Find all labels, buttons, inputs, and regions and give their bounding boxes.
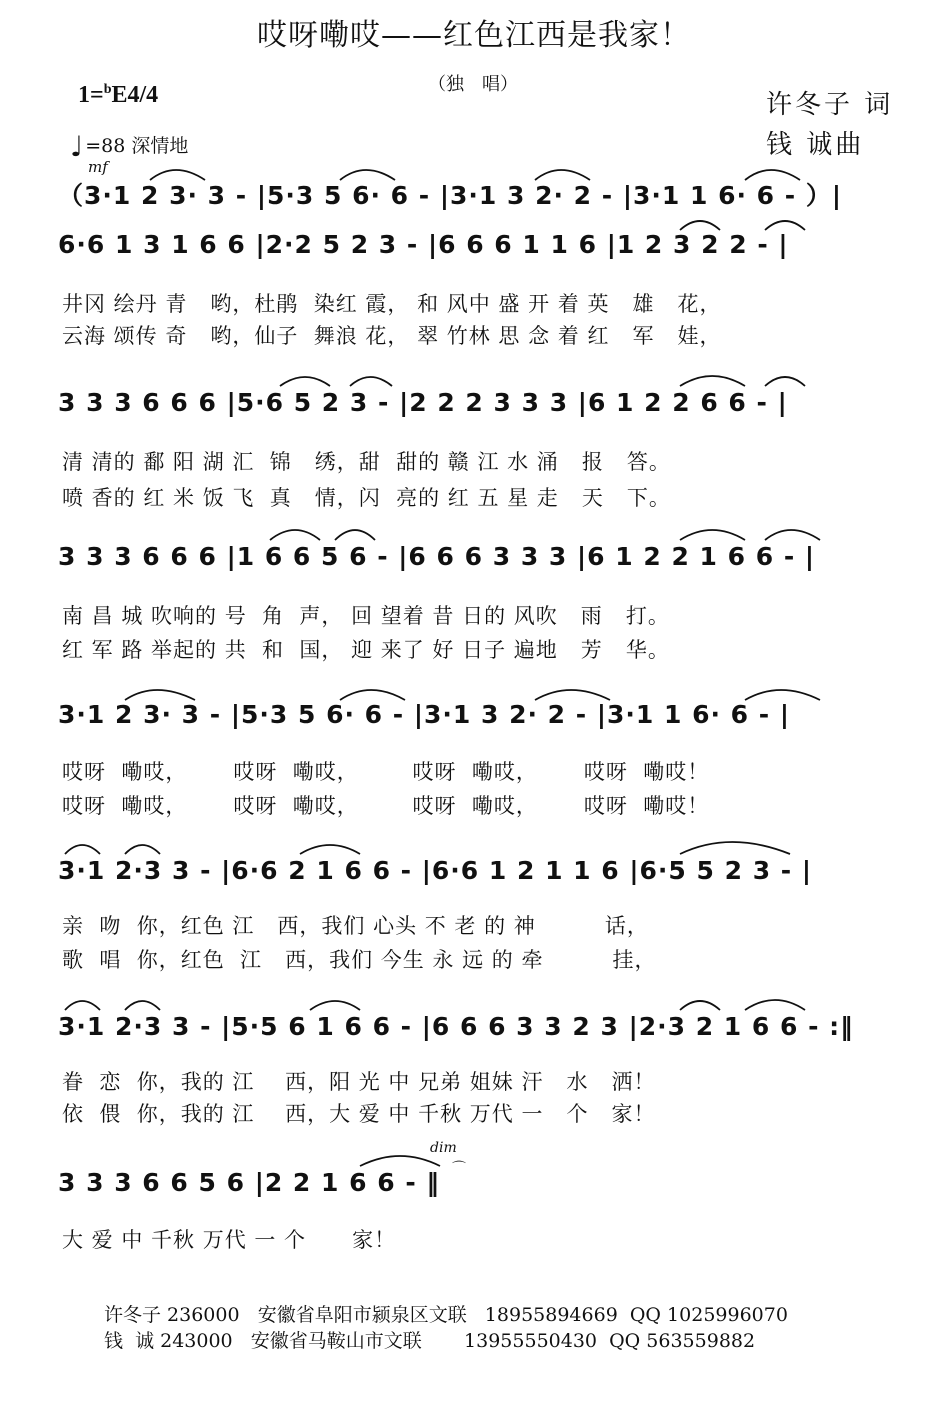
key-prefix: 1= <box>78 82 104 108</box>
score-line-intro: （3·1 2 3· 3 - |5·3 5 6· 6 - |3·1 3 2· 2 - |3·1 1 6· 6 - ）| <box>58 181 842 210</box>
performance-type: （独 唱） <box>428 74 518 95</box>
key-meter: E4/4 <box>111 82 159 108</box>
lyric-line-5-verse-1: 亲 吻 你，红色 江 西，我们 心头 不 老 的 神 话， <box>62 914 649 938</box>
slur <box>335 530 375 540</box>
lyric-line-2-verse-2: 喷 香的 红 米 饭 飞 真 情，闪 亮的 红 五 星 走 天 下。 <box>62 486 671 510</box>
quarter-note-icon: ♩ <box>70 130 84 163</box>
score-line-1: 6·6 1 3 1 6 6 |2·2 5 2 3 - |6 6 6 1 1 6 |1 2 3 2 2 - | <box>58 230 789 259</box>
slur <box>270 530 320 540</box>
credit-line-composer: 钱 诚 243000 安徽省马鞍山市文联 13955550430 QQ 563559882 <box>104 1330 756 1352</box>
lyric-line-7: 大 爱 中 千秋 万代 一 个 家！ <box>62 1228 397 1252</box>
slur <box>360 1156 440 1166</box>
credit-line-lyricist: 许冬子 236000 安徽省阜阳市颍泉区文联 18955894669 QQ 1025996070 <box>104 1304 788 1326</box>
slur <box>745 690 820 700</box>
score-line-3: 3 3 3 6 6 6 |1 6 6 5 6 - |6 6 6 3 3 3 |6 1 2 2 1 6 6 - | <box>58 542 816 571</box>
lyric-line-4-verse-1: 哎呀 嘞哎， 哎呀 嘞哎， 哎呀 嘞哎， 哎呀 嘞哎！ <box>62 760 710 784</box>
score-line-4: 3·1 2 3· 3 - |5·3 5 6· 6 - |3·1 3 2· 2 - |3·1 1 6· 6 - | <box>58 700 790 729</box>
score-line-7: 3 3 3 6 6 5 6 |2 2 1 6 6 - ‖ <box>58 1168 440 1197</box>
slur <box>680 376 745 386</box>
score-line-6: 3·1 2·3 3 - |5·5 6 1 6 6 - |6 6 6 3 3 2 3 |2·3 2 1 6 6 - :‖ <box>58 1012 854 1041</box>
lyric-line-1-verse-2: 云海 颂传 奇 哟，仙子 舞浪 花， 翠 竹林 思 念 着 红 军 娃， <box>62 324 722 348</box>
slur <box>765 377 805 386</box>
lyric-line-5-verse-2: 歌 唱 你，红色 江 西，我们 今生 永 远 的 牵 挂， <box>62 948 657 972</box>
lyric-line-6-verse-2: 依 偎 你，我的 江 西，大 爱 中 千秋 万代 一 个 家！ <box>62 1102 656 1126</box>
slur <box>280 377 330 386</box>
score-line-5: 3·1 2·3 3 - |6·6 2 1 6 6 - |6·6 1 2 1 1 6 |6·5 5 2 3 - | <box>58 856 812 885</box>
slur <box>680 221 720 230</box>
lyric-line-3-verse-2: 红 军 路 举起的 共 和 国， 迎 来了 好 日子 遍地 芳 华。 <box>62 638 670 662</box>
slur <box>680 1001 720 1010</box>
composer-credit: 钱 诚曲 <box>766 130 865 160</box>
lyric-line-2-verse-1: 清 清的 鄱 阳 湖 汇 锦 绣，甜 甜的 赣 江 水 涌 报 答。 <box>62 450 671 474</box>
lyric-line-4-verse-2: 哎呀 嘞哎， 哎呀 嘞哎， 哎呀 嘞哎， 哎呀 嘞哎！ <box>62 794 710 818</box>
slur <box>65 845 100 854</box>
slur <box>765 221 805 230</box>
dim-marking: dim <box>430 1140 457 1156</box>
key-signature <box>78 82 158 109</box>
slur <box>680 530 745 540</box>
slur <box>310 1001 360 1010</box>
key-flat: b <box>103 82 112 97</box>
score-line-2: 3 3 3 6 6 6 |5·6 5 2 3 - |2 2 2 3 3 3 |6 1 2 2 6 6 - | <box>58 388 788 417</box>
slur <box>680 842 790 854</box>
slur <box>765 530 820 540</box>
slur <box>125 1001 160 1010</box>
fermata-icon: ⌒ <box>452 1161 466 1177</box>
slur <box>350 377 392 386</box>
slur <box>535 690 610 700</box>
slur <box>125 690 195 700</box>
tempo-text: =88 深情地 <box>85 135 189 157</box>
slur <box>340 690 405 700</box>
song-title: 哎呀嘞哎——红色江西是我家！ <box>257 18 691 53</box>
lyricist-credit: 许冬子 词 <box>766 90 894 120</box>
lyric-line-3-verse-1: 南 昌 城 吹响的 号 角 声， 回 望着 昔 日的 风吹 雨 打。 <box>62 604 670 628</box>
slur <box>300 845 360 854</box>
slur <box>65 1001 100 1010</box>
lyric-line-6-verse-1: 眷 恋 你，我的 江 西，阳 光 中 兄弟 姐妹 汗 水 洒！ <box>62 1070 656 1094</box>
lyric-line-1-verse-1: 井冈 绘丹 青 哟，杜鹃 染红 霞， 和 风中 盛 开 着 英 雄 花， <box>62 292 722 316</box>
slur <box>745 1000 805 1010</box>
slur <box>125 845 160 854</box>
dynamic-mf: mf <box>88 158 108 176</box>
